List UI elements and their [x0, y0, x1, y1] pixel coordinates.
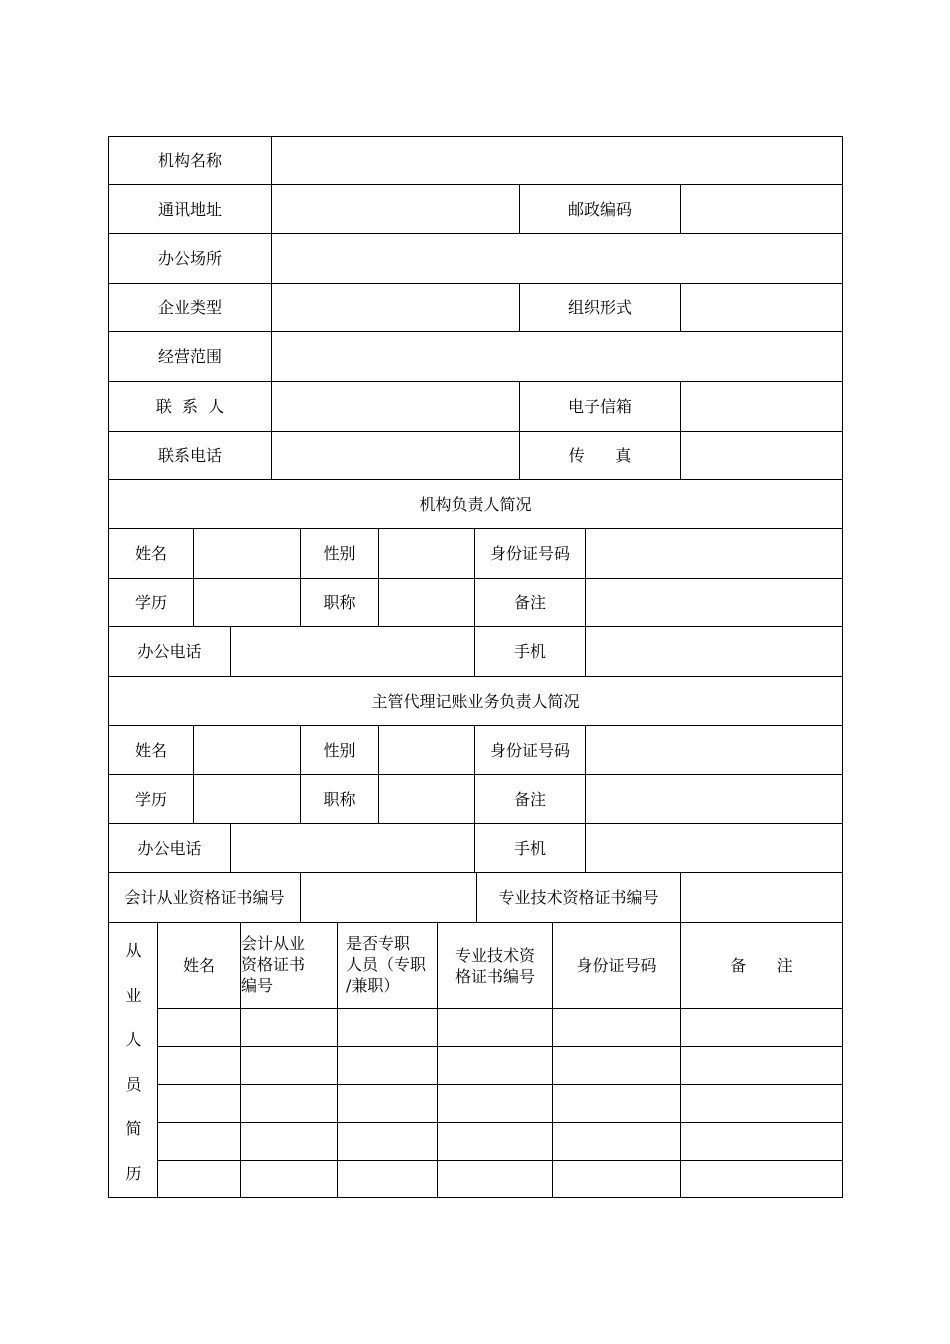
manager-education-label: 学历 [134, 789, 167, 809]
business-scope-field[interactable] [272, 332, 842, 381]
manager-gender-field[interactable] [379, 726, 474, 774]
staff-side-char: 简 [125, 1119, 142, 1139]
staff-col-tech-cert-line: 专业技术资 [454, 945, 535, 965]
acct-cert-label: 会计从业资格证书编号 [124, 888, 285, 907]
staff-side-char: 历 [125, 1163, 142, 1183]
manager-remark-label: 备注 [513, 789, 546, 809]
address-label: 通讯地址 [157, 199, 222, 219]
tech-cert-label: 专业技术资格证书编号 [498, 888, 659, 907]
manager-id-label: 身份证号码 [489, 740, 570, 760]
fax-field[interactable] [681, 432, 842, 479]
table-border-bottom [108, 1197, 843, 1198]
head-id-label: 身份证号码 [489, 544, 570, 563]
staff-row-line [157, 1008, 843, 1009]
contact-field[interactable] [272, 382, 519, 431]
org-form-label: 组织形式 [567, 298, 632, 317]
phone-field[interactable] [272, 432, 519, 479]
org-form-field[interactable] [681, 284, 842, 331]
staff-col-name: 姓名 [182, 956, 215, 975]
manager-office-phone-field[interactable] [231, 824, 474, 872]
manager-mobile-label: 手机 [513, 838, 546, 858]
fax-label: 传 真 [568, 446, 632, 465]
head-section-title: 机构负责人简况 [419, 494, 532, 514]
acct-cert-field[interactable] [301, 873, 476, 922]
head-office-phone-label: 办公电话 [137, 642, 202, 661]
org-name-label: 机构名称 [157, 151, 222, 170]
contact-label: 联 系 人 [155, 397, 225, 416]
manager-education-field[interactable] [194, 775, 300, 823]
staff-col-fulltime-line: /兼职） [346, 976, 400, 995]
head-id-field[interactable] [586, 529, 842, 578]
staff-col-fulltime-line: 是否专职 [346, 934, 411, 953]
manager-title-field[interactable] [379, 775, 474, 823]
staff-col-remark: 备 注 [730, 956, 793, 975]
staff-col-fulltime [338, 923, 437, 1008]
head-gender-field[interactable] [379, 529, 474, 578]
manager-section-title: 主管代理记账业务负责人简况 [371, 691, 580, 711]
staff-row-line [157, 1160, 843, 1161]
staff-col-tech-cert [438, 923, 552, 1008]
head-name-label: 姓名 [134, 544, 167, 563]
email-field[interactable] [681, 382, 842, 431]
staff-col-acct-cert [241, 923, 337, 1008]
address-field[interactable] [272, 185, 519, 233]
head-title-field[interactable] [379, 579, 474, 626]
staff-col-acct-cert-line: 编号 [241, 976, 274, 995]
staff-side-char: 从 [125, 941, 142, 960]
staff-row-line [157, 1122, 843, 1123]
staff-col-fulltime-line: 人员（专职 [346, 955, 427, 974]
manager-remark-field[interactable] [586, 775, 842, 823]
postcode-field[interactable] [681, 185, 842, 233]
head-name-field[interactable] [194, 529, 300, 578]
office-field[interactable] [272, 234, 842, 283]
email-label: 电子信箱 [567, 397, 632, 416]
head-title-label: 职称 [323, 593, 356, 612]
staff-side-char: 业 [125, 985, 142, 1005]
manager-gender-label: 性别 [323, 740, 356, 760]
phone-label: 联系电话 [157, 446, 222, 465]
head-gender-label: 性别 [323, 544, 356, 563]
staff-col-tech-cert-line: 格证书编号 [454, 966, 535, 986]
manager-id-field[interactable] [586, 726, 842, 774]
enterprise-type-field[interactable] [272, 284, 519, 331]
staff-col-acct-cert-line: 会计从业 [241, 934, 306, 953]
head-office-phone-field[interactable] [231, 627, 474, 676]
staff-side-label [110, 930, 157, 1192]
org-name-field[interactable] [272, 137, 842, 184]
office-label: 办公场所 [157, 249, 222, 268]
staff-side-char: 人 [125, 1030, 142, 1050]
manager-name-label: 姓名 [134, 740, 167, 760]
manager-name-field[interactable] [194, 726, 300, 774]
staff-col-acct-cert-line: 资格证书 [241, 955, 306, 974]
head-education-label: 学历 [134, 593, 167, 612]
enterprise-type-label: 企业类型 [157, 298, 222, 317]
head-education-field[interactable] [194, 579, 300, 626]
head-mobile-field[interactable] [586, 627, 842, 676]
staff-side-char: 员 [125, 1074, 142, 1094]
staff-row-line [157, 1084, 843, 1085]
postcode-label: 邮政编码 [567, 199, 632, 219]
manager-office-phone-label: 办公电话 [137, 838, 202, 858]
head-remark-field[interactable] [586, 579, 842, 626]
head-remark-label: 备注 [513, 593, 546, 612]
manager-mobile-field[interactable] [586, 824, 842, 872]
tech-cert-field[interactable] [681, 873, 842, 922]
staff-col-id: 身份证号码 [576, 956, 657, 975]
staff-row-line [157, 1046, 843, 1047]
manager-title-label: 职称 [323, 789, 356, 809]
table-border-right [842, 136, 843, 1198]
head-mobile-label: 手机 [513, 642, 546, 661]
business-scope-label: 经营范围 [157, 347, 222, 366]
